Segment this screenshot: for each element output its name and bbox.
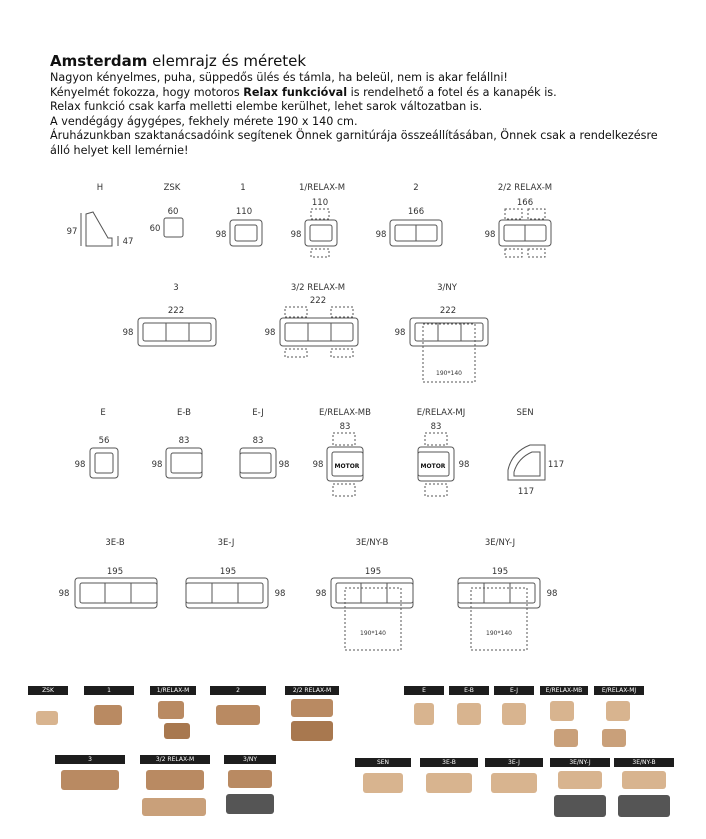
label-e: E	[100, 408, 106, 418]
photo-label-3e-ny-j: 3E/NY-J	[550, 758, 610, 767]
dim-32rm-w: 222	[309, 296, 327, 306]
intro-line-2a: Kényelmét fokozza, hogy motoros	[50, 85, 244, 99]
photo-label-3-2-relax-m: 3/2 RELAX-M	[140, 755, 210, 764]
dim-sen-b: 117	[517, 487, 535, 497]
dim-sen-a: 117	[547, 460, 565, 470]
dim-ermb-d: 98	[312, 460, 324, 470]
photo-3e-b	[420, 758, 478, 798]
dim-3-d: 98	[122, 328, 134, 338]
label-2-2-relax-m: 2/2 RELAX-M	[497, 183, 553, 193]
dim-2-w: 166	[407, 207, 425, 217]
photo-e	[404, 686, 444, 738]
title-rest: elemrajz és méretek	[147, 52, 307, 70]
dim-ermb-w: 83	[339, 422, 351, 432]
label-sen: SEN	[516, 408, 534, 418]
photo-label-3: 3	[55, 755, 125, 764]
dim-h-height: 97	[66, 227, 78, 237]
photo-label-1-relax-m: 1/RELAX-M	[150, 686, 196, 695]
photo-e-relax-mb	[540, 686, 588, 754]
label-1: 1	[240, 183, 246, 193]
label-zsk: ZSK	[163, 183, 181, 193]
dim-3enyj-w: 195	[491, 567, 509, 577]
dim-1-w: 110	[235, 207, 253, 217]
motor-ermb: MOTOR	[334, 463, 360, 470]
label-3e-ny-b: 3E/NY-B	[355, 538, 389, 548]
photo-e-j	[494, 686, 534, 738]
photo-label-zsk: ZSK	[28, 686, 68, 695]
dim-3ny-w: 222	[439, 306, 457, 316]
photo-label-3e-b: 3E-B	[420, 758, 478, 767]
label-2: 2	[413, 183, 419, 193]
photo-label-e-j: E-J	[494, 686, 534, 695]
photo-e-b	[449, 686, 489, 738]
label-3e-j: 3E-J	[217, 538, 235, 548]
label-e-relax-mj: E/RELAX-MJ	[416, 408, 466, 418]
photo-label-2: 2	[210, 686, 266, 695]
bed-3ny: 190*140	[436, 370, 462, 377]
dim-e-d: 98	[74, 460, 86, 470]
intro-line-5: Áruházunkban szaktanácsadóink segítenek Önnek garnitúrája összeállításában, Önnek csak a rendelkezésre álló helyet kell lemérnie!	[50, 129, 658, 157]
dim-2-d: 98	[375, 230, 387, 240]
dim-3eb-d: 98	[58, 589, 70, 599]
label-3-2-relax-m: 3/2 RELAX-M	[290, 283, 346, 293]
dim-3ej-w: 195	[219, 567, 237, 577]
dim-eb-w: 83	[178, 436, 190, 446]
intro-line-2b: is rendelhető a fotel és a kanapék is.	[347, 85, 557, 99]
dim-1rm-d: 98	[290, 230, 302, 240]
photo-label-e-b: E-B	[449, 686, 489, 695]
photo-1	[84, 686, 134, 738]
label-e-relax-mb: E/RELAX-MB	[319, 408, 371, 418]
photo-label-1: 1	[84, 686, 134, 695]
photo-3-2-relax-m	[140, 755, 210, 821]
dim-eb-d: 98	[151, 460, 163, 470]
label-e-j: E-J	[252, 408, 264, 418]
photo-label-2-2-relax-m: 2/2 RELAX-M	[285, 686, 339, 695]
dim-3ej-d: 98	[274, 589, 286, 599]
dim-3eb-w: 195	[106, 567, 124, 577]
dim-ermj-w: 83	[430, 422, 442, 432]
dim-ej-w: 83	[252, 436, 264, 446]
photo-3e-ny-b	[614, 758, 674, 824]
photo-label-e-relax-mj: E/RELAX-MJ	[594, 686, 644, 695]
photo-label-3e-ny-b: 3E/NY-B	[614, 758, 674, 767]
photo-e-relax-mj	[594, 686, 644, 754]
label-3-ny: 3/NY	[437, 283, 457, 293]
dim-1-d: 98	[215, 230, 227, 240]
photo-label-e-relax-mb: E/RELAX-MB	[540, 686, 588, 695]
intro-line-3: Relax funkció csak karfa melletti elembe kerülhet, lehet sarok változatban is.	[50, 100, 483, 114]
photo-1-relax-m	[150, 686, 196, 744]
dim-zsk-d: 60	[149, 224, 161, 234]
dim-22rm-d: 98	[484, 230, 496, 240]
dim-3enyb-d: 98	[315, 589, 327, 599]
dim-3-w: 222	[167, 306, 185, 316]
title-bold: Amsterdam	[50, 52, 148, 70]
intro-line-1: Nagyon kényelmes, puha, süppedős ülés és támla, ha beleül, nem is akar felállni!	[50, 71, 508, 84]
dim-zsk-w: 60	[167, 207, 179, 217]
photo-label-3-ny: 3/NY	[224, 755, 276, 764]
photo-label-e: E	[404, 686, 444, 695]
bed-3enyb: 190*140	[360, 630, 386, 637]
bed-3enyj: 190*140	[486, 630, 512, 637]
label-3e-ny-j: 3E/NY-J	[484, 538, 516, 548]
dim-1rm-w: 110	[311, 198, 329, 208]
dim-32rm-d: 98	[264, 328, 276, 338]
intro-line-4: A vendégágy ágygépes, fekhely mérete 190 x 140 cm.	[50, 114, 358, 128]
photo-3e-ny-j	[550, 758, 610, 824]
photo-3-ny	[224, 755, 276, 821]
dim-h-seat: 47	[122, 237, 134, 247]
dim-3enyj-d: 98	[546, 589, 558, 599]
label-e-b: E-B	[177, 408, 191, 418]
dim-e-w: 56	[98, 436, 110, 446]
motor-ermj: MOTOR	[420, 463, 446, 470]
dim-3enyb-w: 195	[364, 567, 382, 577]
label-3: 3	[173, 283, 179, 293]
photo-3e-j	[485, 758, 543, 798]
photo-2	[210, 686, 266, 738]
dim-3ny-d: 98	[394, 328, 406, 338]
dim-ej-d: 98	[278, 460, 290, 470]
photo-zsk	[28, 686, 68, 738]
label-1-relax-m: 1/RELAX-M	[298, 183, 346, 193]
photo-2-2-relax-m	[285, 686, 339, 744]
label-3e-b: 3E-B	[105, 538, 125, 548]
photo-label-sen: SEN	[355, 758, 411, 767]
photo-3	[55, 755, 125, 795]
intro-line-2-bold: Relax funkcióval	[243, 85, 348, 99]
photo-label-3e-j: 3E-J	[485, 758, 543, 767]
dim-22rm-w: 166	[516, 198, 534, 208]
label-h: H	[96, 183, 104, 193]
photo-sen	[355, 758, 411, 798]
dim-ermj-d: 98	[458, 460, 470, 470]
